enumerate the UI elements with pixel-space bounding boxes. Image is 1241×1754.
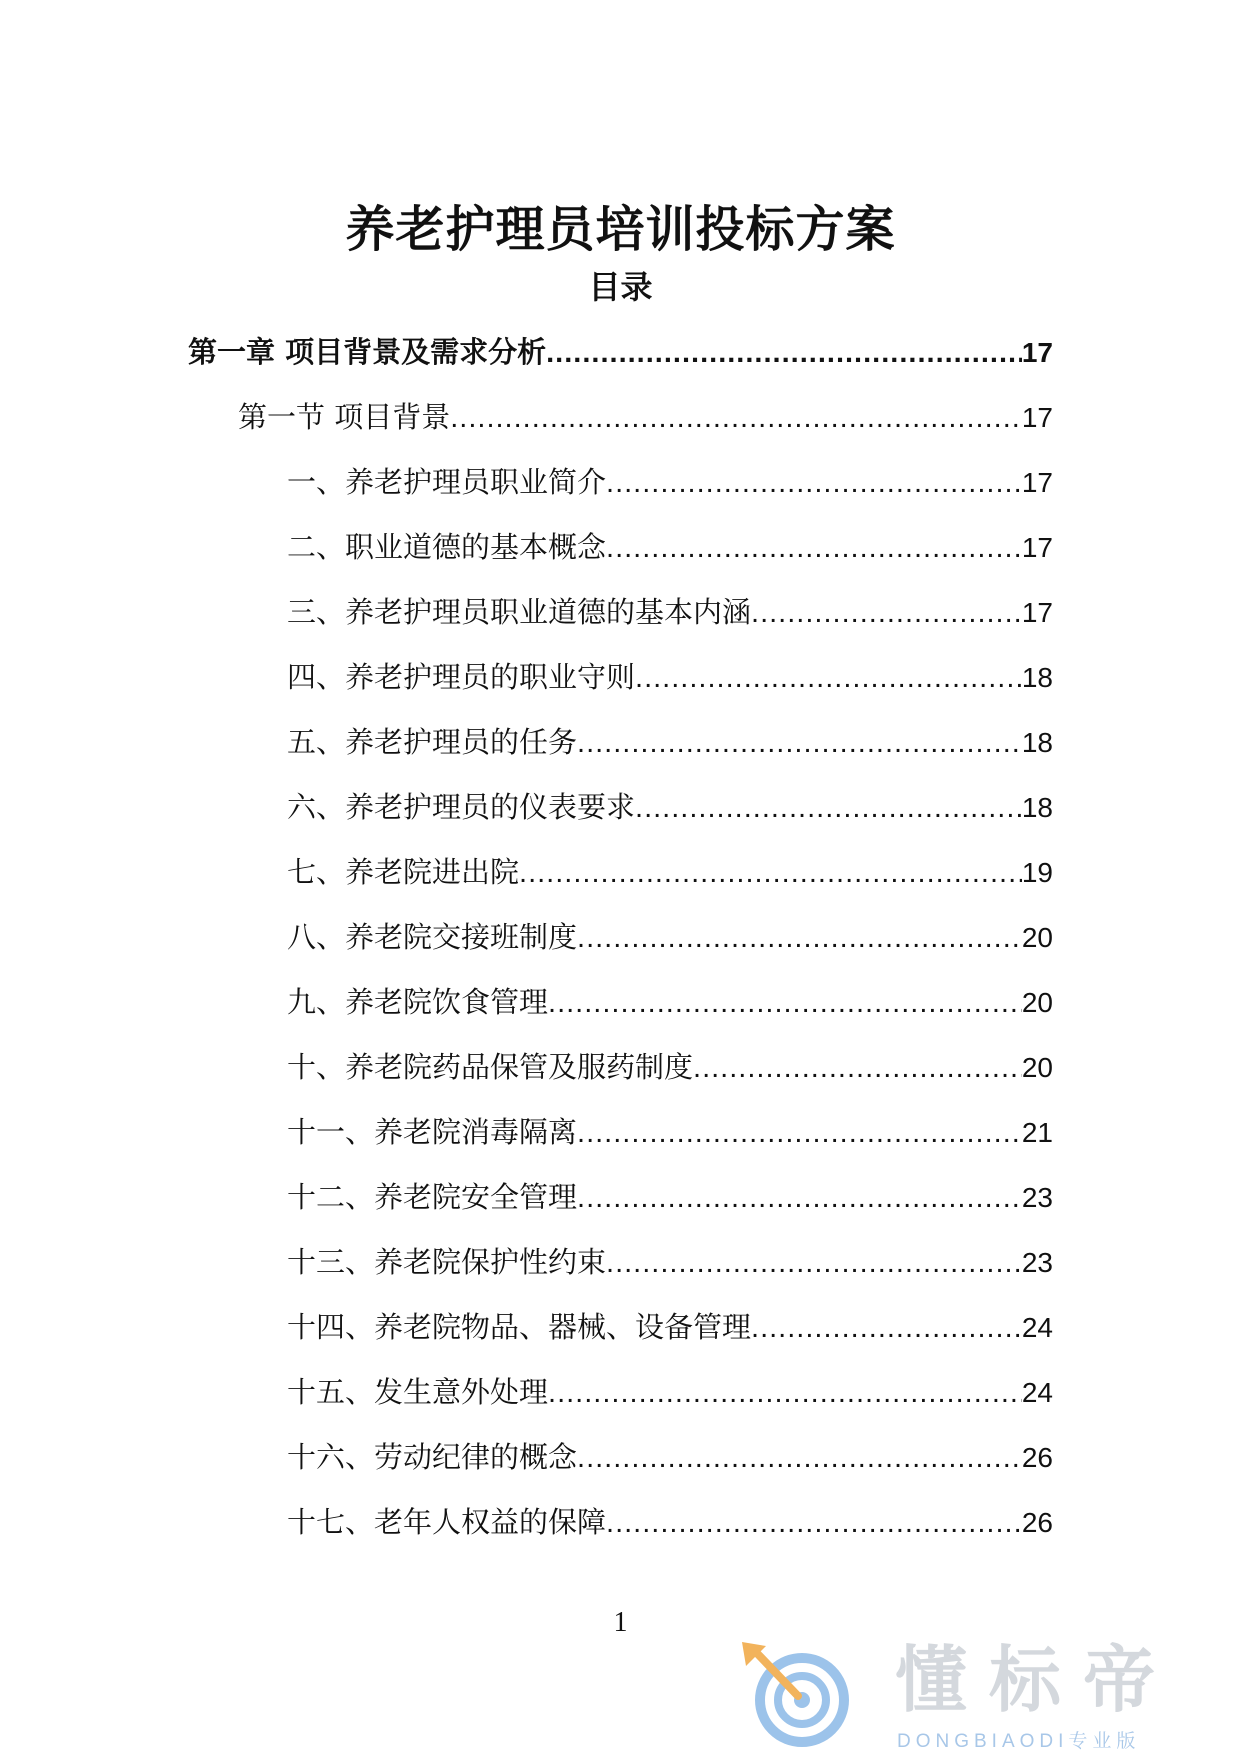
toc-entry[interactable] [287,1047,1053,1087]
toc-entry-label: 七、养老院进出院 [287,855,520,889]
toc-leader-dots [577,1438,1022,1478]
toc-entry[interactable] [287,1502,1053,1542]
toc-entry-label: 第一节 项目背景 [238,400,451,434]
toc-entry[interactable] [238,397,1053,437]
toc-leader-dots [751,1308,1022,1348]
toc-entry[interactable] [287,982,1053,1022]
watermark [740,1640,1220,1750]
toc-leader-dots [548,1373,1022,1413]
toc-entry-label: 十七、老年人权益的保障 [287,1505,607,1539]
toc-leader-dots [577,1178,1022,1218]
toc-entry-page: 19 [1021,857,1053,888]
toc-leader-dots [546,333,1022,373]
toc-entry[interactable] [287,657,1053,697]
toc-entry-label: 三、养老护理员职业道德的基本内涵 [287,595,752,629]
toc-entry-label: 五、养老护理员的任务 [287,725,578,759]
toc-leader-dots [548,983,1022,1023]
toc-entry-page: 20 [1021,1052,1053,1083]
toc-entry-label: 二、职业道德的基本概念 [287,530,607,564]
toc-entry-label: 十五、发生意外处理 [287,1375,549,1409]
toc-entry-label: 十、养老院药品保管及服药制度 [287,1050,694,1084]
toc-entry[interactable] [287,852,1053,892]
toc-leader-dots [577,723,1022,763]
toc-leader-dots [606,1243,1022,1283]
toc-leader-dots [693,1048,1022,1088]
toc-leader-dots [450,398,1022,438]
toc-entry-page: 24 [1021,1377,1053,1408]
toc-leader-dots [606,528,1022,568]
toc-entry-label: 九、养老院饮食管理 [287,985,549,1019]
toc-entry[interactable] [287,787,1053,827]
watermark-subtitle: DONGBIAODI专业版 [897,1731,1141,1752]
toc-entry[interactable] [287,592,1053,632]
toc-entry-page: 18 [1021,727,1053,758]
toc-entry-page: 17 [1021,467,1053,498]
target-arrow-icon [740,1640,860,1750]
document-title: 养老护理员培训投标方案 [345,200,896,258]
toc-entry[interactable] [287,1307,1053,1347]
toc-entry-page: 17 [1021,532,1053,563]
toc-heading: 目录 [588,268,653,306]
toc-entry[interactable] [287,722,1053,762]
toc-entry[interactable] [287,917,1053,957]
toc-entry-label: 一、养老护理员职业简介 [287,465,607,499]
toc-entry-label: 八、养老院交接班制度 [287,920,578,954]
toc-entry-label: 十一、养老院消毒隔离 [287,1115,578,1149]
toc-entry-page: 23 [1021,1247,1053,1278]
toc-entry-page: 26 [1021,1442,1053,1473]
toc-entry-page: 17 [1021,337,1053,368]
toc-entry[interactable] [287,1437,1053,1477]
toc-entry-label: 第一章 项目背景及需求分析 [188,335,547,369]
toc-leader-dots [751,593,1022,633]
toc-entry-page: 24 [1021,1312,1053,1343]
toc-entry[interactable] [188,332,1053,372]
toc-entry[interactable] [287,462,1053,502]
toc-entry-page: 18 [1021,662,1053,693]
toc-entry-page: 18 [1021,792,1053,823]
toc-leader-dots [606,463,1022,503]
toc-leader-dots [635,658,1022,698]
toc-entry-page: 17 [1021,402,1053,433]
toc-entry-label: 十六、劳动纪律的概念 [287,1440,578,1474]
toc-entry-label: 十四、养老院物品、器械、设备管理 [287,1310,752,1344]
toc-leader-dots [606,1503,1022,1543]
toc-entry-page: 26 [1021,1507,1053,1538]
toc-entry-label: 十二、养老院安全管理 [287,1180,578,1214]
toc-entry-page: 21 [1021,1117,1053,1148]
toc-leader-dots [519,853,1022,893]
toc-entry[interactable] [287,527,1053,567]
toc-entry[interactable] [287,1242,1053,1282]
toc-entry[interactable] [287,1112,1053,1152]
toc-entry[interactable] [287,1372,1053,1412]
toc-leader-dots [577,1113,1022,1153]
toc-entry-label: 六、养老护理员的仪表要求 [287,790,636,824]
toc-entry-page: 20 [1021,987,1053,1018]
page-number: 1 [613,1607,628,1638]
toc-entry[interactable] [287,1177,1053,1217]
toc-leader-dots [577,918,1022,958]
watermark-name: 懂标帝 [895,1638,1178,1722]
toc-entry-page: 20 [1021,922,1053,953]
toc-entry-label: 四、养老护理员的职业守则 [287,660,636,694]
toc-entry-page: 23 [1021,1182,1053,1213]
toc-entry-page: 17 [1021,597,1053,628]
toc-leader-dots [635,788,1022,828]
toc-entry-label: 十三、养老院保护性约束 [287,1245,607,1279]
